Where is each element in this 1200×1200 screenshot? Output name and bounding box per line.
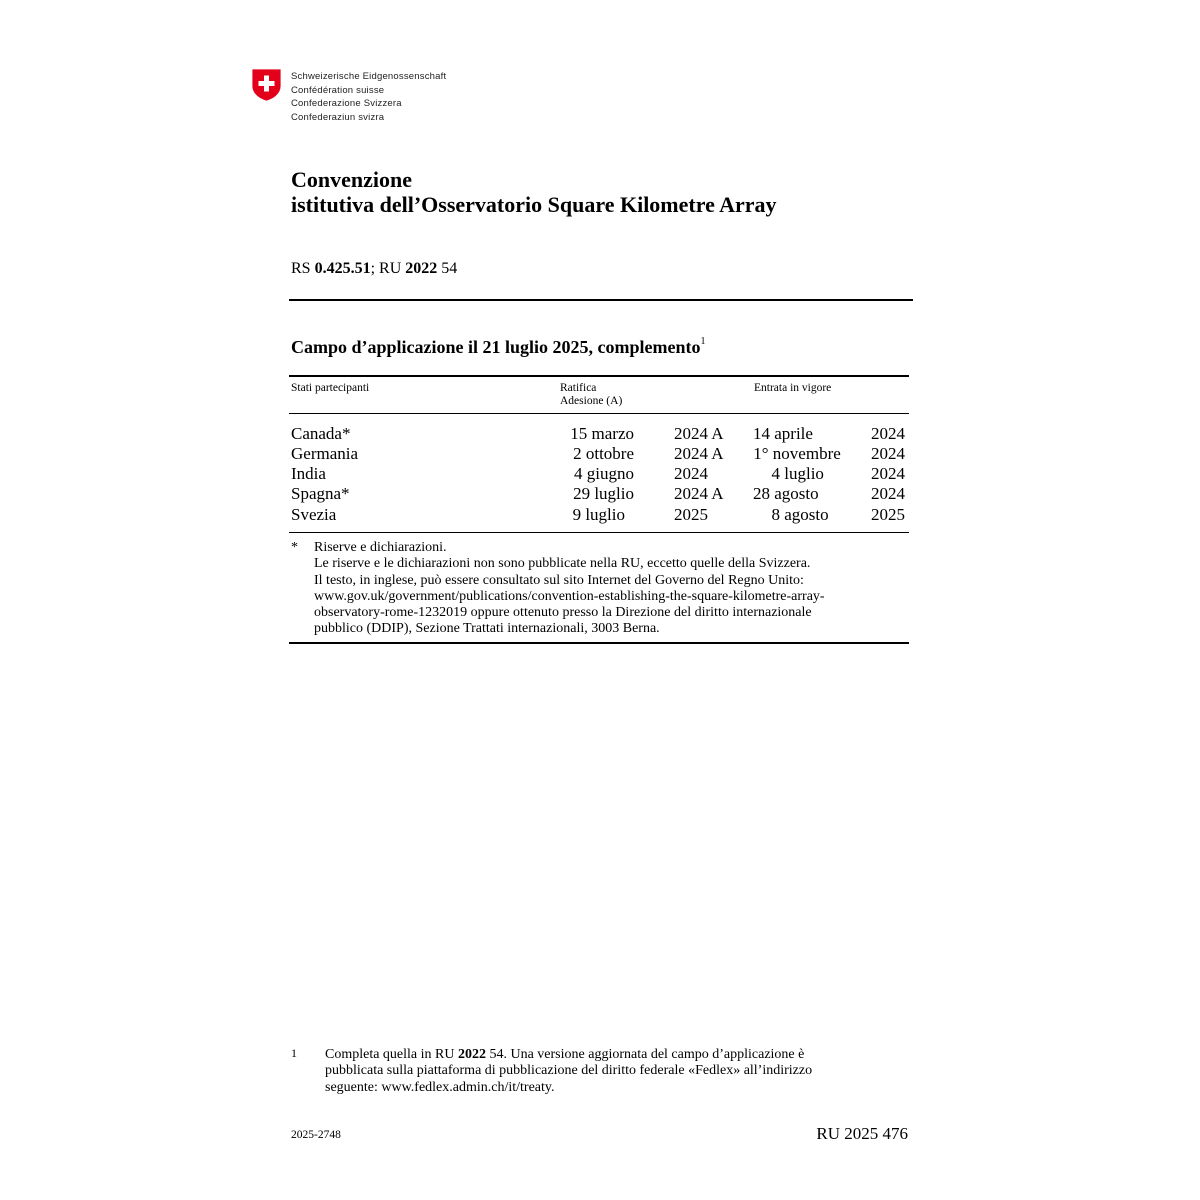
note-line-1: Riserve e dichiarazioni. [314,540,447,555]
cell-entry-year: 2024 [871,484,905,503]
footnote-line-1 [325,1047,812,1063]
cell-state: India [291,464,326,483]
cell-state: Germania [291,444,359,463]
footnote-reference[interactable]: 1 [700,336,706,347]
ru-label: ; RU [370,260,402,277]
note-line-2: Le riserve e le dichiarazioni non sono pubblicate nella RU, eccetto quelle della Svizzera. [314,556,811,572]
column-header-ratification-line-1: Ratifica [560,382,597,394]
column-header-ratification-line-2: Adesione (A) [560,395,623,407]
footnote-line-2: pubblicata sulla piattaforma di pubblicazione del diritto federale «Fedlex» all’indirizzo [325,1063,813,1079]
cell-ratification-year: 2024 [674,464,708,483]
cell-entry-date: 14 aprile [753,424,813,443]
table-row [0,505,1200,525]
header-divider [289,299,913,301]
ru-reference: RU 2025 476 [816,1124,908,1143]
note-bottom-rule [289,642,909,644]
cell-ratification-date: 4 giugno [574,464,634,483]
document-title [291,167,777,217]
cell-ratification-date: 15 marzo [570,424,634,443]
footnote-line-1-year: 2022 [457,1047,486,1062]
footnote-line-1-post: 54. Una versione aggiornata del campo d’applicazione è [485,1047,805,1062]
note-line-4: www.gov.uk/government/publications/convention-establishing-the-square-kilometre-array- [314,588,825,604]
cell-ratification-date: 9 luglio [572,505,625,524]
cell-entry-year: 2025 [871,505,905,524]
section-title-text: Campo d’applicazione il 21 luglio 2025, complemento [291,337,701,357]
title-line-2: istitutiva dell’Osservatorio Square Kilometre Array [291,192,777,217]
cell-ratification-year: 2024 A [674,424,724,443]
cell-entry-year: 2024 [871,424,905,443]
document-id: 2025-2748 [291,1129,341,1141]
note-line-3: Il testo, in inglese, può essere consultato sul sito Internet del Governo del Regno Unito: [314,572,804,588]
confederation-name-fr: Confédération suisse [291,84,385,96]
footnote-line-3: seguente: www.fedlex.admin.ch/it/treaty. [325,1079,555,1095]
cell-state: Spagna* [291,484,350,503]
rs-number: 0.425.51 [314,260,371,277]
cell-ratification-year: 2024 A [674,484,724,503]
cell-ratification-date: 29 luglio [573,484,634,503]
column-header-ratification [560,382,622,408]
swiss-coat-of-arms-icon [252,69,281,101]
cell-state: Svezia [291,505,337,524]
table-top-rule [289,375,909,377]
reference-line [291,260,457,278]
confederation-names [291,70,446,124]
footnote-text [325,1047,812,1096]
ru-year: 2022 [405,260,438,277]
cell-state: Canada* [291,424,351,443]
cell-entry-year: 2024 [871,444,905,463]
title-line-1: Convenzione [291,167,412,192]
note-line-6: pubblico (DDIP), Sezione Trattati internazionali, 3003 Berna. [314,621,660,637]
cell-ratification-year: 2024 A [674,444,724,463]
cell-ratification-date: 2 ottobre [573,444,634,463]
cell-ratification-year: 2025 [674,505,708,524]
rs-label: RS [291,260,311,277]
column-header-entry-into-force: Entrata in vigore [754,382,832,394]
confederation-name-it: Confederazione Svizzera [291,98,402,109]
note-marker: * [291,540,298,555]
confederation-name-rm: Confederaziun svizra [291,111,385,123]
note-body [314,540,914,638]
cell-entry-date: 28 agosto [753,484,819,503]
confederation-name-de: Schweizerische Eidgenossenschaft [291,71,447,82]
cell-entry-year: 2024 [871,464,905,483]
cell-entry-date: 4 luglio [763,464,824,483]
footnote-number: 1 [291,1046,297,1060]
note-line-5: observatory-rome-1232019 oppure ottenuto presso la Direzione del diritto internazionale [314,605,812,621]
footnote-line-1-pre: Completa quella in RU [325,1047,458,1062]
cell-entry-date: 8 agosto [763,505,829,524]
table-row [0,424,1200,444]
table-row [0,444,1200,464]
ru-number: 54 [441,260,458,277]
table-bottom-rule [289,532,909,533]
column-header-states: Stati partecipanti [291,382,370,394]
table-row [0,464,1200,484]
section-title [291,337,706,358]
table-row [0,484,1200,504]
table-header-rule [289,413,909,414]
cell-entry-date: 1° novembre [749,444,841,463]
